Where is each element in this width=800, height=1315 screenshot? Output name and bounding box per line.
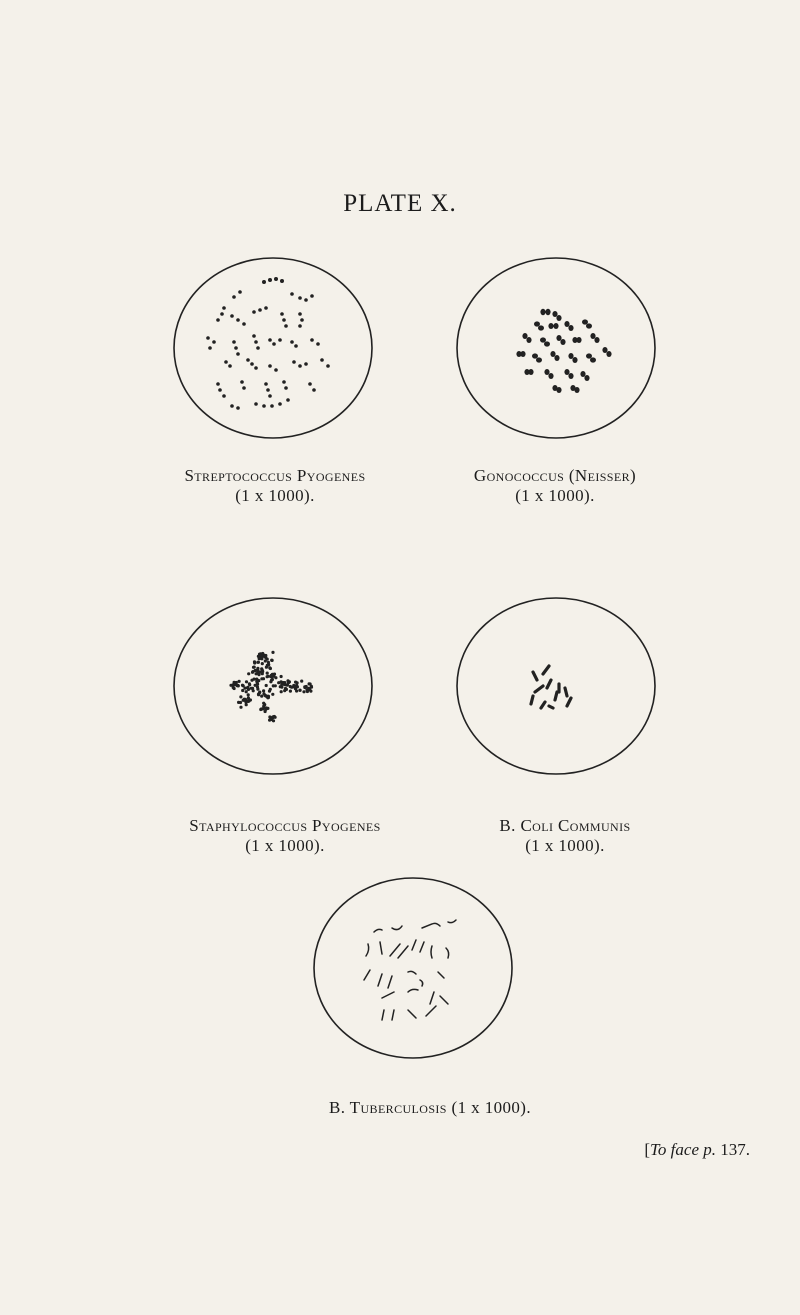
staphylococcus-coccus [266,672,269,675]
staphylococcus-coccus [288,680,291,683]
staphylococcus-coccus [245,703,248,706]
staphylococcus-coccus [256,686,259,689]
staphylococcus-coccus [296,681,299,684]
staphylococcus-coccus [262,677,265,680]
staphylococcus-coccus [279,685,282,688]
figure-magnification: (1 x 1000). [451,1098,532,1117]
staphylococcus-coccus [250,687,253,690]
staphylococcus-coccus [245,690,248,693]
staphylococcus-coccus [266,707,269,710]
staphylococcus-coccus [252,666,255,669]
gonococcus-caption [440,466,670,506]
staphylococcus-coccus [300,680,303,683]
staphylococcus-coccus [260,657,263,660]
staphylococcus-coccus [246,686,249,689]
staphylococcus-coccus [253,660,256,663]
staphylococcus-coccus [309,682,312,685]
staphylococcus-coccus [233,683,236,686]
staphylococcus-coccus [289,690,292,693]
tuberculosis-figure [312,876,514,1060]
staphylococcus-coccus [251,670,254,673]
staphylococcus-coccus [256,668,259,671]
staphylococcus-coccus [239,706,242,709]
tuberculosis-caption [280,1098,580,1118]
footer-italic: To face p. [650,1140,716,1159]
staphylococcus-coccus [262,689,265,692]
staphylococcus-coccus [268,690,271,693]
staphylococcus-coccus [248,683,251,686]
staphylococcus-coccus [283,689,286,692]
staphylococcus-coccus [262,705,265,708]
staphylococcus-cluster [229,651,313,723]
staphylococcus-coccus [298,689,301,692]
staphylococcus-coccus [280,690,283,693]
staphylococcus-coccus [274,676,277,679]
staphylococcus-coccus [229,684,232,687]
staphylococcus-coccus [266,675,269,678]
figure-name: B. Tuberculosis [328,1098,447,1117]
staphylococcus-coccus [269,675,272,678]
figure-name: Staphylococcus Pyogenes [189,816,381,835]
staphylococcus-coccus [264,654,267,657]
staphylococcus-coccus [282,683,285,686]
staphylococcus-coccus [268,719,271,722]
figure-name: B. Coli Communis [499,816,631,835]
staphylococcus-coccus [269,667,272,670]
figure-magnification: (1 x 1000). [525,836,605,855]
staphylococcus-coccus [265,666,268,669]
staphylococcus-coccus [268,715,271,718]
staphylococcus-coccus [250,679,253,682]
staphylococcus-coccus [238,680,241,683]
staphylococcus-coccus [271,693,274,696]
figure-magnification: (1 x 1000). [515,486,595,505]
staphylococcus-coccus [239,701,242,704]
coli-caption [470,816,660,856]
staphylococcus-coccus [307,687,310,690]
staphylococcus-coccus [247,693,250,696]
figure-magnification: (1 x 1000). [245,836,325,855]
figure-name: Gonococcus (Neisser) [473,466,637,485]
staphylococcus-coccus [257,673,260,676]
staphylococcus-figure [172,596,374,776]
staphylococcus-coccus [270,679,273,682]
coli-figure [455,596,657,776]
staphylococcus-coccus [259,708,262,711]
figure-magnification: (1 x 1000). [235,486,315,505]
staphylococcus-coccus [271,651,274,654]
staphylococcus-coccus [294,686,297,689]
streptococcus-circle [172,256,374,440]
staphylococcus-coccus [264,659,267,662]
figure-name: Streptococcus Pyogenes [184,466,366,485]
staphylococcus-coccus [255,672,258,675]
staphylococcus-coccus [241,684,244,687]
staphylococcus-coccus [274,684,277,687]
gonococcus-figure [455,256,657,440]
staphylococcus-coccus [302,690,305,693]
staphylococcus-coccus [256,661,259,664]
staphylococcus-coccus [259,653,262,656]
staphylococcus-coccus [247,700,250,703]
staphylococcus-caption [150,816,420,856]
staphylococcus-coccus [261,662,264,665]
staphylococcus-coccus [239,695,242,698]
staphylococcus-coccus [261,672,264,675]
staphylococcus-coccus [272,719,275,722]
gonococcus-circle [455,256,657,440]
staphylococcus-coccus [267,661,270,664]
staphylococcus-coccus [256,682,259,685]
staphylococcus-coccus [247,672,250,675]
staphylococcus-coccus [244,698,247,701]
staphylococcus-coccus [245,680,248,683]
staphylococcus-coccus [272,715,275,718]
tuberculosis-circle [312,876,514,1060]
facing-page-note [644,1140,750,1160]
staphylococcus-coccus [261,669,264,672]
footer-bracket: [ [644,1140,651,1159]
plate-title: PLATE X. [343,190,457,217]
staphylococcus-coccus [280,675,283,678]
staphylococcus-coccus [271,659,274,662]
staphylococcus-coccus [241,689,244,692]
staphylococcus-coccus [265,684,268,687]
coli-circle [455,596,657,776]
staphylococcus-coccus [257,693,260,696]
streptococcus-caption [150,466,400,506]
staphylococcus-circle [172,596,374,776]
staphylococcus-coccus [237,684,240,687]
footer-page-number: 137. [720,1140,750,1159]
staphylococcus-coccus [265,695,268,698]
staphylococcus-coccus [260,695,263,698]
streptococcus-figure [172,256,374,440]
